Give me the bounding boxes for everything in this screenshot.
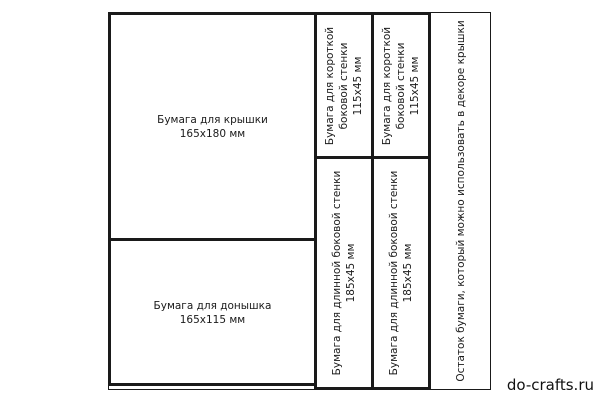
bottom-title: Бумага для донышка (153, 300, 272, 312)
short-wall-1-line2: боковой стенки (338, 42, 350, 129)
long-wall-2-size: 185х45 мм (402, 243, 414, 303)
site-caption: do-crafts.ru (506, 376, 594, 394)
lid-title: Бумага для крышки (157, 114, 268, 126)
long-wall-1-size: 185х45 мм (345, 243, 357, 303)
long-wall-label-1 (330, 171, 358, 376)
long-wall-2-title: Бумага для длинной боковой стенки (388, 170, 400, 376)
short-wall-1-size: 115х45 мм (352, 56, 364, 115)
lid-size: 165х180 мм (179, 128, 246, 140)
short-wall-2-line2: боковой стенки (395, 42, 407, 129)
short-wall-piece-2 (371, 12, 431, 159)
bottom-label (111, 299, 314, 327)
short-wall-label-1 (323, 26, 365, 144)
short-wall-label-2 (380, 26, 422, 144)
long-wall-label-2 (387, 171, 415, 376)
remainder-title: Остаток бумаги, который можно использовать в декоре крышки (455, 20, 467, 382)
short-wall-1-line1: Бумага для короткой (324, 26, 336, 145)
bottom-size: 165х115 мм (179, 314, 246, 326)
bottom-piece (108, 238, 317, 386)
lid-piece (108, 12, 317, 241)
long-wall-piece-2 (371, 156, 431, 390)
lid-label (111, 113, 314, 141)
long-wall-1-title: Бумага для длинной боковой стенки (331, 170, 343, 376)
short-wall-2-line1: Бумага для короткой (381, 26, 393, 145)
remainder-area (431, 12, 491, 390)
remainder-label (454, 20, 468, 381)
long-wall-piece-1 (314, 156, 374, 390)
short-wall-piece-1 (314, 12, 374, 159)
short-wall-2-size: 115х45 мм (409, 56, 421, 115)
